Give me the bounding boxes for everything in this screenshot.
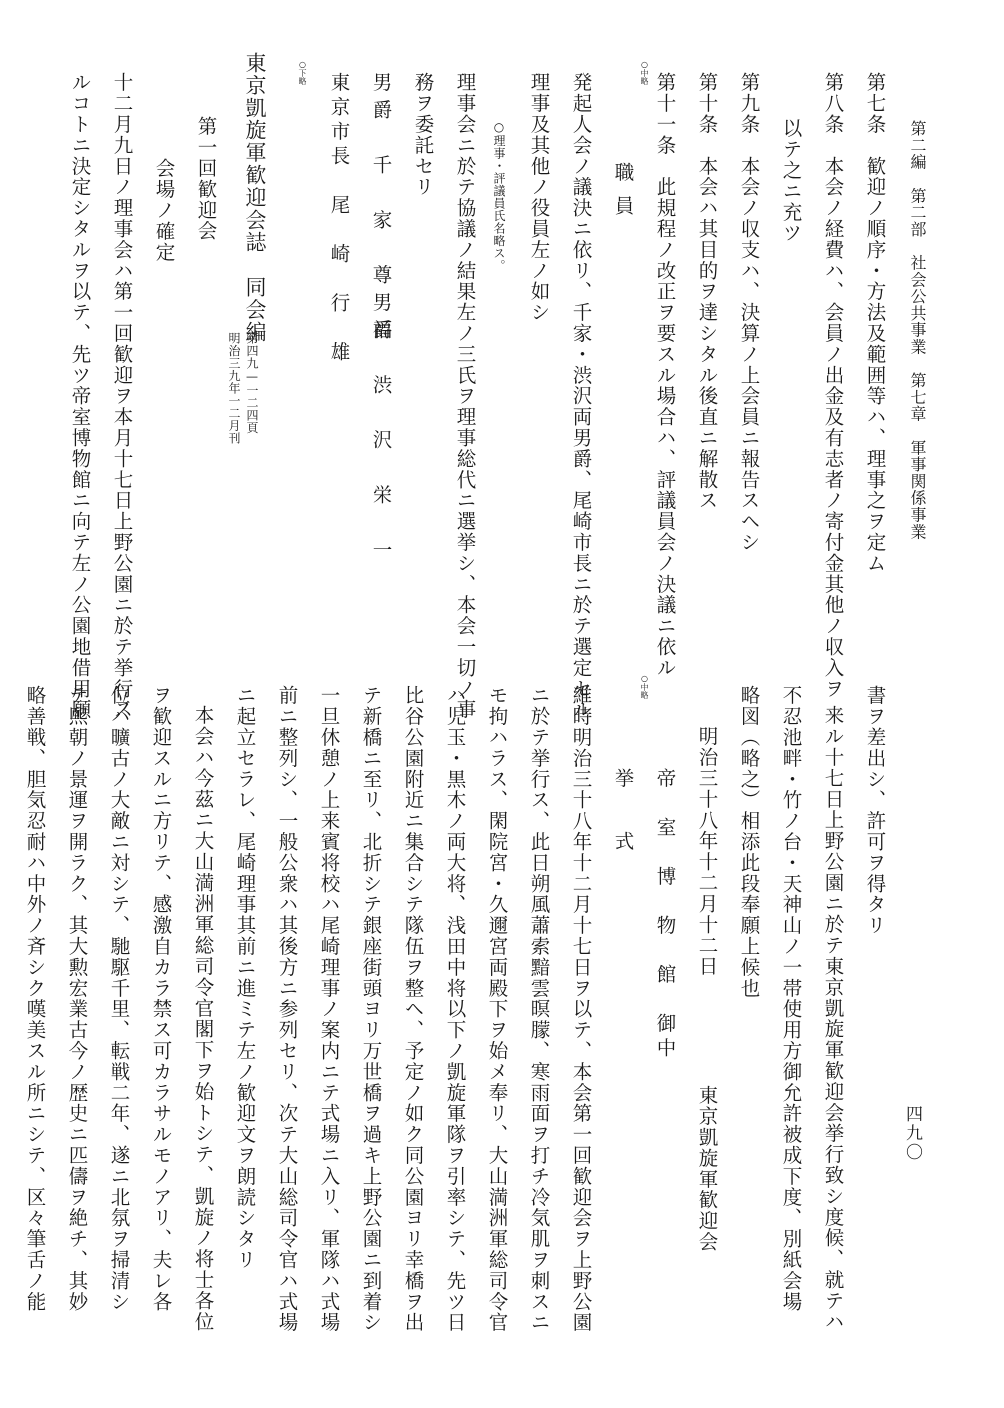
article-9: 第九条 本会ノ収支ハ、決算ノ上会員ニ報告スヘシ	[737, 72, 761, 553]
ceremony-text-6: テ新橋ニ至リ、北折シテ銀座街頭ヨリ万世橋ヲ過キ上野公園ニ到着シ	[359, 685, 383, 1333]
ceremony-text-10: 本会ハ今茲ニ大山満洲軍総司令官閣下ヲ始トシテ、凱旋ノ将士各位	[191, 705, 215, 1332]
officers-text-3: 理事会ニ於テ協議ノ結果左ノ三氏ヲ理事総代ニ選挙シ、本会一切ノ事	[453, 72, 477, 720]
ceremony-text-5: 比谷公園附近ニ集合シテ隊伍ヲ整ヘ、予定ノ如ク同公園ヨリ幸橋ヲ出	[401, 685, 425, 1333]
director-shibusawa: 男爵 渋 沢 栄 一	[369, 292, 393, 567]
ceremony-text-11: ヲ歓迎スルニ方リテ、感激自カラ禁ス可カラサルモノアリ、夫レ各	[149, 685, 173, 1312]
request-text-1: 書ヲ差出シ、許可ヲ得タリ	[863, 685, 887, 936]
officers-note: ○理事・評議員氏名略ス。	[492, 120, 506, 272]
running-header: 第二編 第二部 社会公共事業 第七章 軍事関係事業	[908, 120, 927, 540]
journal-pages: 第四九—一二四頁	[245, 332, 259, 434]
omitted-mark-end: ○下略	[298, 60, 307, 85]
officers-text-4: 務ヲ委託セリ	[411, 72, 435, 198]
officers-text-1: 発起人会ノ議決ニ依リ、千家・渋沢両男爵、尾崎市長ニ於テ選定セル	[569, 72, 593, 720]
request-sender: 東京凱旋軍歓迎会	[695, 1085, 719, 1253]
venue-text-1: 十二月九日ノ理事会ハ第一回歓迎ヲ本月十七日上野公園ニ於テ挙行ス	[110, 72, 134, 720]
venue-heading: 会場ノ確定	[152, 158, 176, 263]
omitted-mark-mid: ○中略	[640, 60, 649, 85]
ceremony-text-8: 前ニ整列シ、一般公衆ハ其後方ニ参列セリ、次テ大山総司令官ハ式場	[275, 685, 299, 1333]
director-ozaki: 東京市長 尾 崎 行 雄	[327, 72, 351, 366]
journal-date: 明治三九年一二月刊	[227, 332, 241, 445]
article-11: 第十一条 此規程ノ改正ヲ要スル場合ハ、評議員会ノ決議ニ依ル	[653, 72, 677, 679]
article-8-line-1: 第八条 本会ノ経費ハ、会員ノ出金及有志者ノ寄付金其他ノ収入ヲ	[821, 72, 845, 699]
request-text-2: 来ル十七日上野公園ニ於テ東京凱旋軍歓迎会挙行致シ度候、就テハ	[821, 705, 845, 1332]
first-welcome-heading: 第一回歓迎会	[194, 116, 218, 242]
officers-heading: 職員	[611, 162, 635, 229]
ceremony-text-13: テ煕朝ノ景運ヲ開ラク、其大勲宏業古今ノ歴史ニ匹儔ヲ絶チ、其妙	[65, 685, 89, 1312]
page-number: 四九〇	[902, 1105, 922, 1162]
article-10: 第十条 本会ハ其目的ヲ達シタル後直ニ解散ス	[695, 72, 719, 511]
officers-text-2: 理事及其他ノ役員左ノ如シ	[527, 72, 551, 323]
ceremony-heading: 挙 式	[611, 768, 635, 863]
article-8-line-2: 以テ之ニ充ツ	[779, 118, 803, 244]
ceremony-text-1: 維時明治三十八年十二月十七日ヲ以テ、本会第一回歓迎会ヲ上野公園	[569, 685, 593, 1333]
ceremony-text-9: ニ起立セラレ、尾崎理事其前ニ進ミテ左ノ歓迎文ヲ朗読シタリ	[233, 685, 257, 1271]
ceremony-text-3: モ拘ハラス、閑院宮・久邇宮両殿下ヲ始メ奉リ、大山満洲軍総司令官	[485, 685, 509, 1333]
journal-title: 東京凱旋軍歓迎会誌 同会編	[243, 52, 267, 344]
request-text-4: 略図（略之）相添此段奉願上候也	[737, 685, 761, 999]
ceremony-text-7: 一旦休憩ノ上来賓将校ハ尾崎理事ノ案内ニテ式場ニ入リ、軍隊ハ式場	[317, 685, 341, 1333]
request-date: 明治三十八年十二月十二日	[695, 726, 719, 977]
omitted-mark-mid-2: ○中略	[640, 674, 649, 699]
request-text-3: 不忍池畔・竹ノ台・天神山ノ一帯使用方御允許被成下度、別紙会場	[779, 685, 803, 1312]
ceremony-text-2: ニ於テ挙行ス、此日朔風蕭索黯雲暝朦、寒雨面ヲ打チ冷気肌ヲ刺スニ	[527, 685, 551, 1333]
ceremony-text-4: ハ児玉・黒木ノ両大将、浅田中将以下ノ凱旋軍隊ヲ引率シテ、先ツ日	[443, 685, 467, 1333]
request-addressee: 帝 室 博 物 館 御中	[653, 768, 677, 1062]
ceremony-text-14: 略善戦、胆気忍耐ハ中外ノ斉シク嘆美スル所ニシテ、区々筆舌ノ能	[23, 685, 47, 1312]
venue-text-2: ルコトニ決定シタルヲ以テ、先ツ帝室博物館ニ向テ左ノ公園地借用願	[68, 72, 92, 720]
ceremony-text-12: 位ハ曠古ノ大敵ニ対シテ、馳駆千里、転戦二年、遂ニ北氛ヲ掃清シ	[107, 685, 131, 1312]
director-senge: 男爵 千 家 尊 福	[369, 72, 393, 347]
article-7: 第七条 歓迎ノ順序・方法及範囲等ハ、理事之ヲ定ム	[863, 72, 887, 574]
